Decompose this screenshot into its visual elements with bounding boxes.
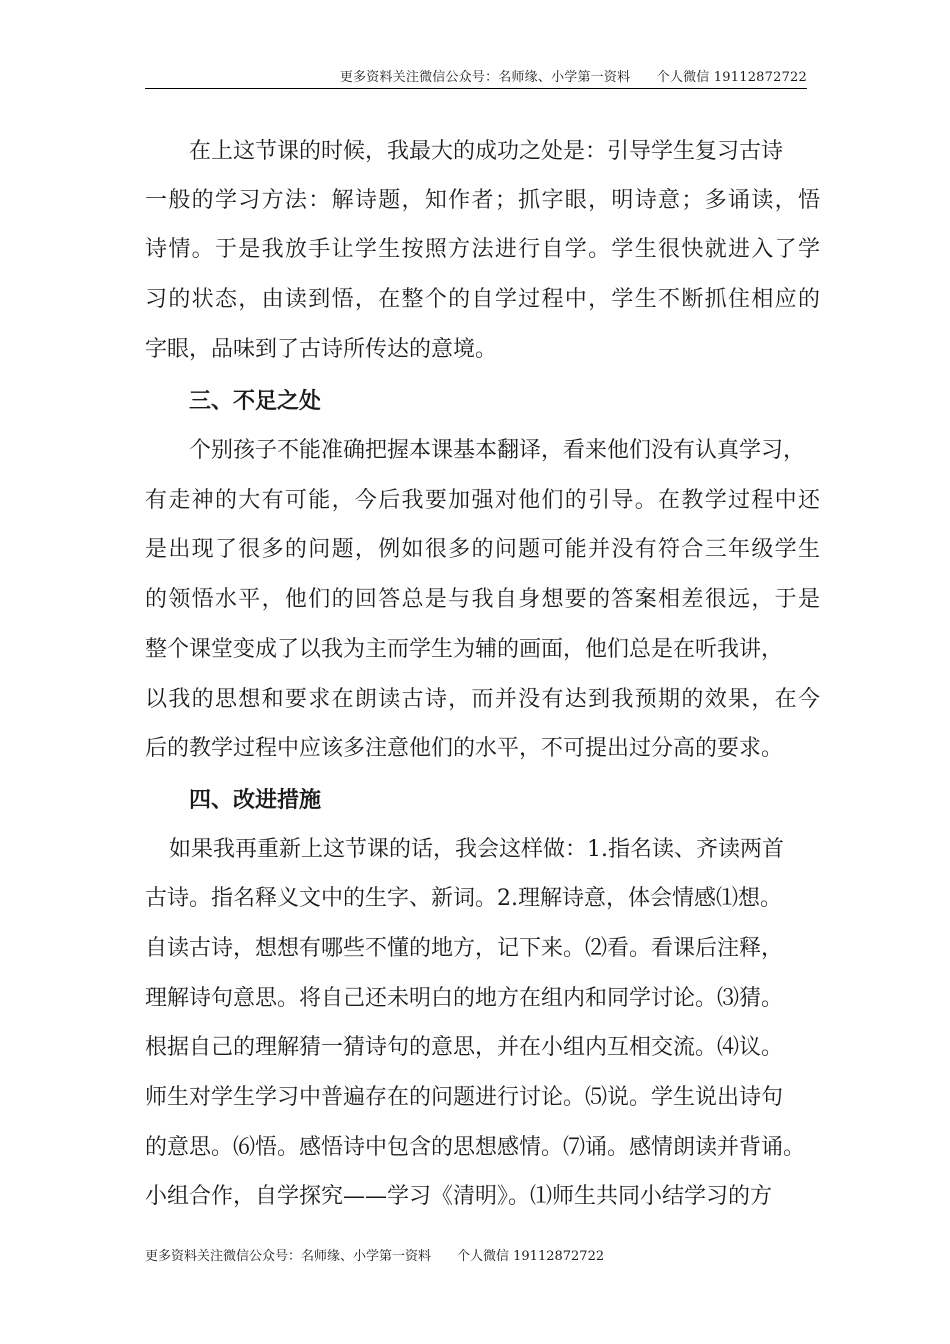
paragraph-line: 师生对学生学习中普遍存在的问题进行讨论。⑸说。学生说出诗句 xyxy=(145,1085,784,1110)
page-footer: 更多资料关注微信公众号：名师缘、小学第一资料 个人微信 19112872722 xyxy=(145,1249,605,1264)
paragraph-line: 习的状态，由读到悟，在整个的自学过程中，学生不断抓住相应的 xyxy=(145,287,820,312)
paragraph-line: 小组合作，自学探究——学习《清明》。⑴师生共同小结学习的方 xyxy=(145,1184,773,1209)
paragraph-line: 是出现了很多的问题，例如很多的问题可能并没有符合三年级学生 xyxy=(145,537,820,562)
paragraph-line: 个别孩子不能准确把握本课基本翻译，看来他们没有认真学习， xyxy=(189,438,806,463)
section-heading: 三、不足之处 xyxy=(189,388,322,414)
paragraph-line: 根据自己的理解猜一猜诗句的意思，并在小组内互相交流。⑷议。 xyxy=(145,1035,784,1060)
paragraph-line: 自读古诗，想想有哪些不懂的地方，记下来。⑵看。看课后注释， xyxy=(145,936,784,961)
paragraph-line: 整个课堂变成了以我为主而学生为辅的画面，他们总是在听我讲， xyxy=(145,637,784,662)
paragraph-line: 古诗。指名释义文中的生字、新词。2.理解诗意，体会情感⑴想。 xyxy=(145,886,782,911)
paragraph-line: 在上这节课的时候，我最大的成功之处是：引导学生复习古诗 xyxy=(189,139,784,164)
paragraph-line: 的领悟水平，他们的回答总是与我自身想要的答案相差很远，于是 xyxy=(145,587,820,612)
paragraph-line: 有走神的大有可能，今后我要加强对他们的引导。在教学过程中还 xyxy=(145,488,820,513)
paragraph-line: 如果我再重新上这节课的话，我会这样做：1.指名读、齐读两首 xyxy=(169,837,784,862)
section-heading: 四、改进措施 xyxy=(189,787,322,813)
header-divider xyxy=(145,88,807,89)
paragraph-line: 字眼，品味到了古诗所传达的意境。 xyxy=(145,337,498,362)
paragraph-line: 一般的学习方法：解诗题，知作者；抓字眼，明诗意；多诵读，悟 xyxy=(145,188,820,213)
paragraph-line: 的意思。⑹悟。感悟诗中包含的思想感情。⑺诵。感情朗读并背诵。 xyxy=(145,1135,806,1160)
paragraph-line: 以我的思想和要求在朗读古诗，而并没有达到我预期的效果，在今 xyxy=(145,687,820,712)
paragraph-line: 诗情。于是我放手让学生按照方法进行自学。学生很快就进入了学 xyxy=(145,237,820,262)
paragraph-line: 理解诗句意思。将自己还未明白的地方在组内和同学讨论。⑶猜。 xyxy=(145,986,784,1011)
page-header: 更多资料关注微信公众号：名师缘、小学第一资料 个人微信 19112872722 xyxy=(339,70,807,85)
paragraph-line: 后的教学过程中应该多注意他们的水平，不可提出过分高的要求。 xyxy=(145,736,784,761)
